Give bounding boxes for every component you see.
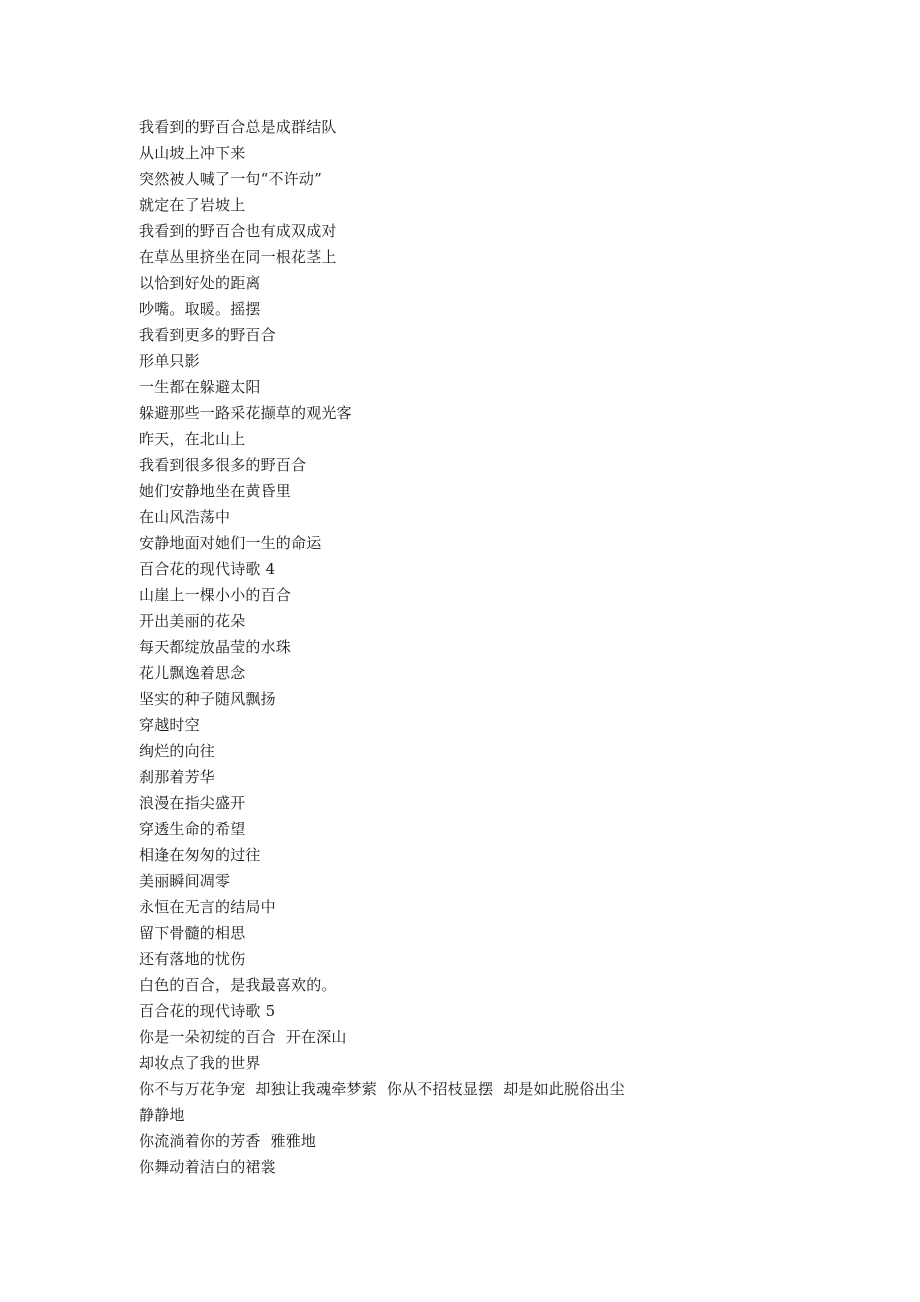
document-body: [139, 114, 879, 1180]
text-line: 静静地: [139, 1106, 185, 1124]
text-line: 还有落地的忧伤: [139, 950, 246, 968]
text-line: 留下骨髓的相思: [139, 924, 246, 942]
text-line: 你流淌着你的芳香 雅雅地: [139, 1132, 317, 1150]
text-line: 美丽瞬间凋零: [139, 872, 231, 890]
text-line: 坚实的种子随风飘扬: [139, 690, 276, 708]
text-line: 绚烂的向往: [139, 742, 216, 760]
text-line: 永恒在无言的结局中: [139, 898, 276, 916]
text-line: 花儿飘逸着思念: [139, 664, 246, 682]
text-line: 她们安静地坐在黄昏里: [139, 482, 292, 500]
text-line: 我看到很多很多的野百合: [139, 456, 307, 474]
text-line: 突然被人喊了一句“不许动”: [139, 170, 322, 188]
text-line: 相逢在匆匆的过往: [139, 846, 261, 864]
text-line: 浪漫在指尖盛开: [139, 794, 246, 812]
text-line: 昨天，在北山上: [139, 430, 246, 448]
text-line: 穿越时空: [139, 716, 200, 734]
section-heading: 百合花的现代诗歌 4: [139, 560, 276, 578]
text-line: 却妆点了我的世界: [139, 1054, 261, 1072]
text-line: 你舞动着洁白的裙裳: [139, 1158, 276, 1176]
text-line: 安静地面对她们一生的命运: [139, 534, 322, 552]
text-line: 吵嘴。取暖。摇摆: [139, 300, 261, 318]
text-line: 穿透生命的希望: [139, 820, 246, 838]
text-line: 你是一朵初绽的百合 开在深山: [139, 1028, 347, 1046]
text-line: 我看到的野百合也有成双成对: [139, 222, 337, 240]
text-line: 在草丛里挤坐在同一根花茎上: [139, 248, 337, 266]
text-line: 你不与万花争宠 却独让我魂牵梦萦 你从不招枝显摆 却是如此脱俗出尘: [139, 1080, 625, 1098]
text-line: 每天都绽放晶莹的水珠: [139, 638, 292, 656]
text-line: 刹那着芳华: [139, 768, 216, 786]
text-line: 山崖上一棵小小的百合: [139, 586, 292, 604]
text-line: 在山风浩荡中: [139, 508, 231, 526]
text-line: 躲避那些一路采花撷草的观光客: [139, 404, 352, 422]
text-line: 形单只影: [139, 352, 200, 370]
text-line: 一生都在躲避太阳: [139, 378, 261, 396]
text-line: 我看到更多的野百合: [139, 326, 276, 344]
text-line: 就定在了岩坡上: [139, 196, 246, 214]
section-heading: 百合花的现代诗歌 5: [139, 1002, 276, 1020]
text-line: 从山坡上冲下来: [139, 144, 246, 162]
text-line: 以恰到好处的距离: [139, 274, 261, 292]
text-line: 开出美丽的花朵: [139, 612, 246, 630]
text-line: 白色的百合，是我最喜欢的。: [139, 976, 337, 994]
text-line: 我看到的野百合总是成群结队: [139, 118, 337, 136]
